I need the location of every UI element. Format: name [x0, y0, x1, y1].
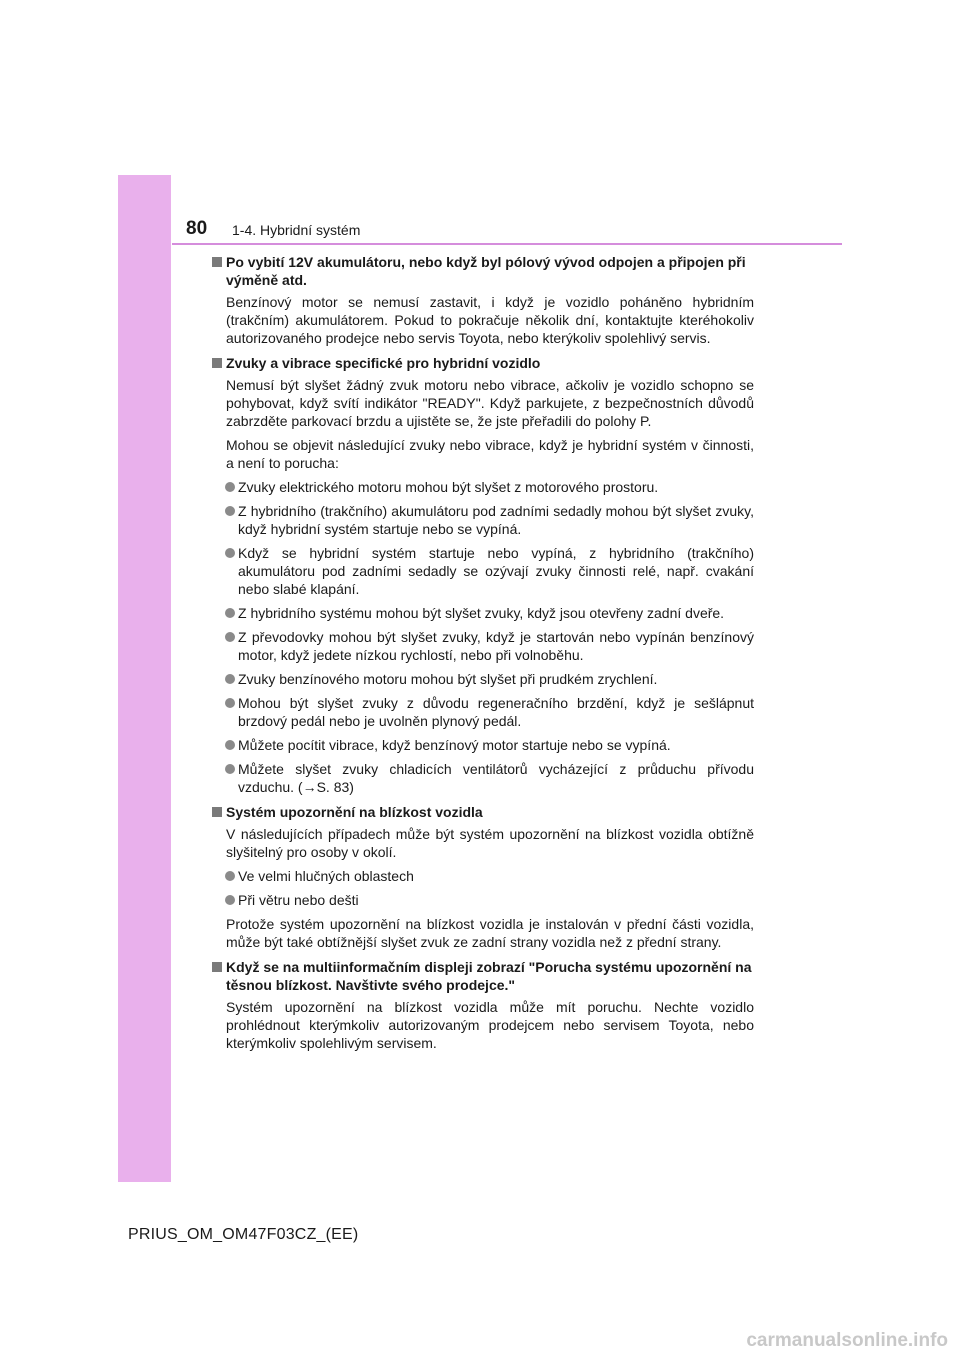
paragraph: V následujících případech může být systém upozornění na blízkost vozidla obtížně slyšitelný pro osoby v okolí.: [226, 826, 754, 860]
round-bullet-icon: [225, 674, 235, 684]
round-bullet-icon: [225, 764, 235, 774]
list-item-text: Zvuky benzínového motoru mohou být slyšet při prudkém zrychlení.: [238, 671, 658, 687]
square-bullet-icon: [212, 962, 222, 972]
list-item-text: Můžete slyšet zvuky chladicích ventilátorů vycházející z průduchu přívodu vzduchu. (→S. 83): [238, 761, 754, 795]
square-bullet-icon: [212, 257, 222, 267]
round-bullet-icon: [225, 506, 235, 516]
list-item-text: Když se hybridní systém startuje nebo vypíná, z hybridního (trakčního) akumulátoru pod zadními sedadly se ozývají zvuky činnosti relé, např. cvakání nebo slabé klapání.: [238, 545, 754, 597]
list-item: [212, 628, 754, 664]
side-tab-band: [118, 175, 171, 1182]
section-header: 1-4. Hybridní systém: [232, 222, 361, 238]
section-heading-text: Zvuky a vibrace specifické pro hybridní vozidlo: [226, 355, 541, 371]
round-bullet-icon: [225, 740, 235, 750]
paragraph: Benzínový motor se nemusí zastavit, i když je vozidlo poháněno hybridním (trakčním) akumulátorem. Pokud to pokračuje několik dní, kontaktujte kteréhokoliv autorizovaného prodejce nebo servis Toyota, nebo kterýkoliv spolehlivý servis.: [226, 294, 754, 346]
section-sounds-vibrations: [212, 354, 754, 796]
round-bullet-icon: [225, 871, 235, 881]
list-item: [212, 604, 754, 622]
round-bullet-icon: [225, 482, 235, 492]
list-item-text: Při větru nebo dešti: [238, 892, 359, 908]
list-item: [212, 544, 754, 598]
paragraph: Protože systém upozornění na blízkost vozidla je instalován v přední části vozidla, může být také obtížnější slyšet zvuk ze zadní strany vozidla než z přední strany.: [226, 916, 754, 950]
round-bullet-icon: [225, 698, 235, 708]
list-item-text: Zvuky elektrického motoru mohou být slyšet z motorového prostoru.: [238, 479, 659, 495]
list-item-text: Můžete pocítit vibrace, když benzínový motor startuje nebo se vypíná.: [238, 737, 671, 753]
section-heading: [212, 958, 754, 994]
list-item-text: Z hybridního (trakčního) akumulátoru pod zadními sedadly mohou být slyšet zvuky, když hybridní systém startuje nebo se vypíná.: [238, 503, 754, 537]
round-bullet-icon: [225, 895, 235, 905]
section-proximity-warning: [212, 803, 754, 951]
paragraph: Systém upozornění na blízkost vozidla může mít poruchu. Nechte vozidlo prohlédnout kterýmkoliv autorizovaným prodejcem nebo servisem Toyota, nebo kterýmkoliv spolehlivým servisem.: [226, 999, 754, 1051]
section-12v-battery: [212, 253, 754, 347]
paragraph: Nemusí být slyšet žádný zvuk motoru nebo vibrace, ačkoliv je vozidlo schopno se pohybovat, když svítí indikátor "READY". Když parkujete, z bezpečnostních důvodů zabrzděte parkovací brzdu a ujistěte se, že jste přeřadili do polohy P.: [226, 377, 754, 429]
list-item: [212, 891, 754, 909]
section-heading-text: Systém upozornění na blízkost vozidla: [226, 804, 483, 820]
section-heading: [212, 253, 754, 289]
list-item: [212, 736, 754, 754]
list-item-text: Z hybridního systému mohou být slyšet zvuky, když jsou otevřeny zadní dveře.: [238, 605, 725, 621]
list-item-text: Ve velmi hlučných oblastech: [238, 868, 414, 884]
square-bullet-icon: [212, 807, 222, 817]
square-bullet-icon: [212, 358, 222, 368]
list-item: [212, 694, 754, 730]
paragraph: Mohou se objevit následující zvuky nebo vibrace, když je hybridní systém v činnosti, a není to porucha:: [226, 437, 754, 471]
round-bullet-icon: [225, 632, 235, 642]
section-heading-text: Když se na multiinformačním displeji zobrazí "Porucha systému upozornění na těsnou blízkost. Navštivte svého prodejce.": [226, 959, 752, 993]
list-item-text: Mohou být slyšet zvuky z důvodu regeneračního brzdění, když je sešlápnut brzdový pedál nebo je uvolněn plynový pedál.: [238, 695, 754, 729]
section-heading: [212, 354, 754, 372]
section-malfunction-message: [212, 958, 754, 1052]
section-heading: [212, 803, 754, 821]
header-rule: [172, 243, 842, 245]
section-heading-text: Po vybití 12V akumulátoru, nebo když byl pólový vývod odpojen a připojen při výměně atd.: [226, 254, 746, 288]
list-item: [212, 760, 754, 796]
page-number: 80: [186, 218, 208, 239]
list-item: [212, 867, 754, 885]
page-content: [212, 253, 754, 1059]
list-item: [212, 478, 754, 496]
list-item: [212, 502, 754, 538]
round-bullet-icon: [225, 548, 235, 558]
list-item: [212, 670, 754, 688]
round-bullet-icon: [225, 608, 235, 618]
document-id: PRIUS_OM_OM47F03CZ_(EE): [128, 1226, 359, 1243]
watermark: carmanualsonline.info: [746, 1330, 948, 1351]
list-item-text: Z převodovky mohou být slyšet zvuky, když je startován nebo vypínán benzínový motor, když jedete nízkou rychlostí, nebo při volnoběhu.: [238, 629, 754, 663]
